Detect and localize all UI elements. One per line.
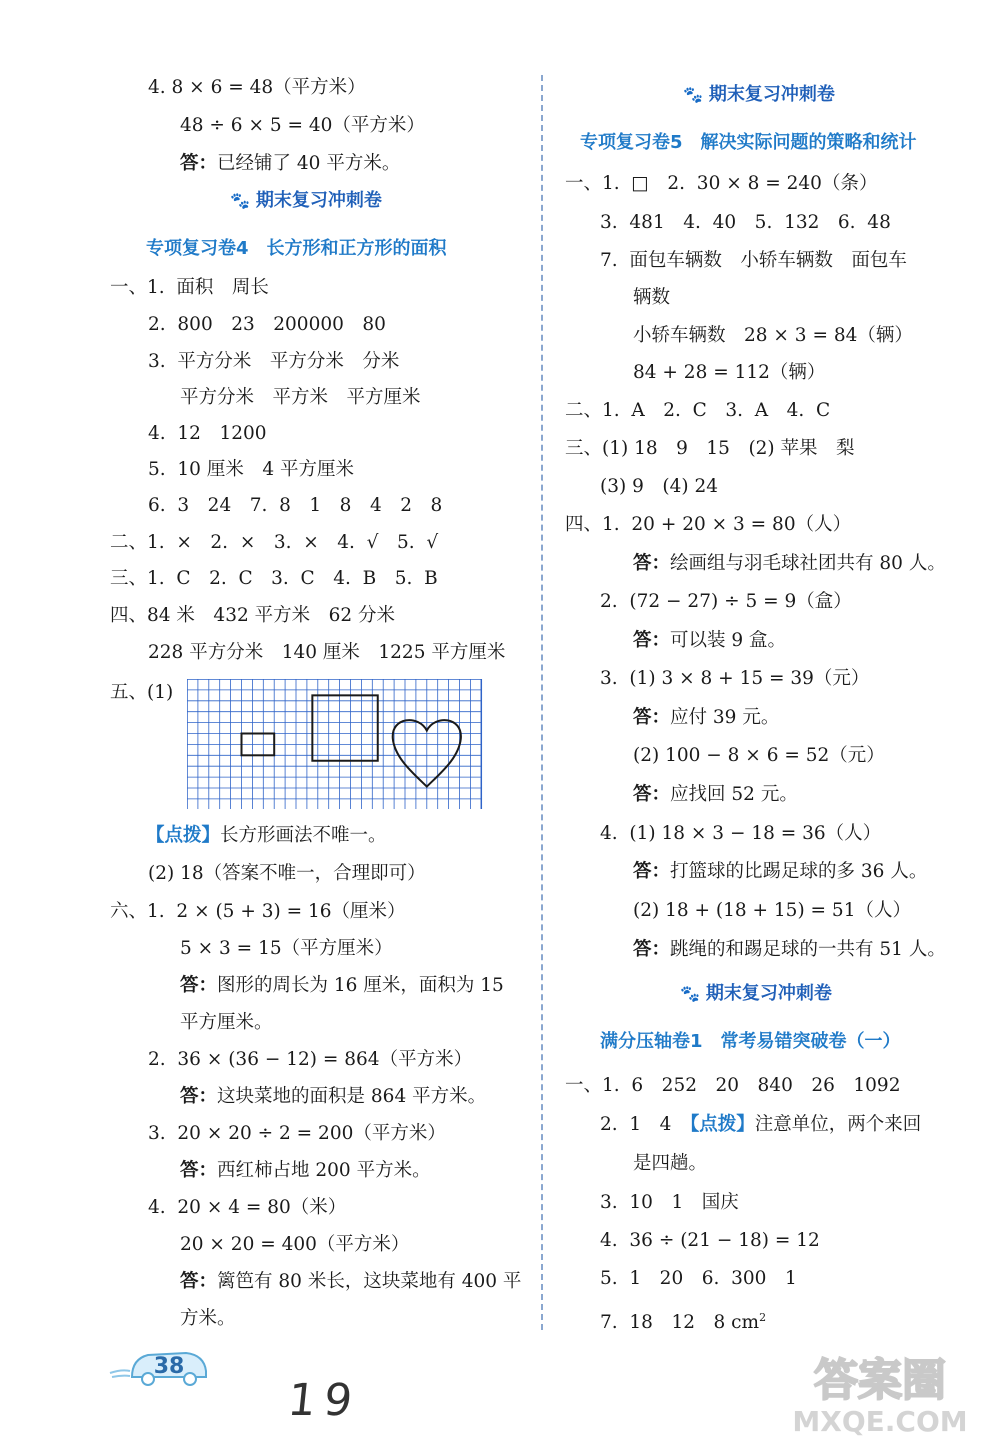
column-divider	[541, 75, 543, 1330]
answer-line: 3. 481 4. 40 5. 132 6. 48	[600, 212, 891, 233]
square-shape	[312, 695, 377, 760]
answer-line: 三、1. C 2. C 3. C 4. B 5. B	[110, 568, 438, 589]
answer-line: 20 × 20 = 400（平方米）	[180, 1234, 410, 1255]
paw-icon: 🐾	[683, 85, 703, 104]
watermark-url: MXQE.COM	[792, 1405, 968, 1438]
answer-line: 2. (72 − 27) ÷ 5 = 9（盒）	[600, 591, 852, 612]
handwritten-mark: 19	[285, 1375, 363, 1426]
answer-line: 7. 18 12 8 $cm^2$	[600, 1311, 767, 1334]
answer-line: (2) 18 + (18 + 15) = 51（人）	[633, 900, 911, 921]
answer-line: 228 平方分米 140 厘米 1225 平方厘米	[148, 642, 506, 663]
hint-line: 【点拨】长方形画法不唯一。	[146, 825, 387, 846]
answer-line: 一、1. □ 2. 30 × 8 = 240（条）	[565, 173, 878, 194]
watermark	[768, 1347, 993, 1439]
answer-line: 3. 10 1 国庆	[600, 1192, 739, 1213]
answer-line: 答：应付 39 元。	[633, 707, 780, 728]
answer-line: 7. 面包车辆数 小轿车辆数 面包车	[600, 250, 907, 271]
answer-line: 答：应找回 52 元。	[633, 784, 798, 805]
page-number: 38	[153, 1354, 185, 1379]
answer-line: 四、84 米 432 平方米 62 分米	[110, 605, 396, 626]
watermark-title: 答案圈	[814, 1355, 946, 1406]
answer-line: 答：跳绳的和踢足球的一共有 51 人。	[633, 939, 946, 960]
section-heading: 🐾 期末复习冲刺卷	[680, 983, 832, 1004]
answer-line: 是四趟。	[633, 1153, 708, 1174]
answer-line: 3. 20 × 20 ÷ 2 = 200（平方米）	[148, 1123, 446, 1144]
sub-heading: 专项复习卷4 长方形和正方形的面积	[146, 238, 447, 259]
answer-line: 5. 1 20 6. 300 1	[600, 1268, 797, 1289]
answer-line: 答：图形的周长为 16 厘米，面积为 15	[180, 975, 504, 996]
answer-line: 2. 800 23 200000 80	[148, 314, 386, 335]
section-heading: 🐾 期末复习冲刺卷	[230, 190, 382, 211]
answer-line: 答：西红柿占地 200 平方米。	[180, 1160, 431, 1181]
paw-icon: 🐾	[230, 191, 250, 210]
answer-line: 3. (1) 3 × 8 + 15 = 39（元）	[600, 668, 870, 689]
answer-line: 6. 3 24 7. 8 1 8 4 2 8	[148, 495, 443, 516]
answer-line: 4. 20 × 4 = 80（米）	[148, 1197, 347, 1218]
answer-line: 三、(1) 18 9 15 (2) 苹果 梨	[565, 438, 855, 459]
answer-line: 3. 平方分米 平方分米 分米	[148, 351, 400, 372]
answer-line: 2. 1 4 【点拨】注意单位，两个来回	[600, 1114, 922, 1135]
section-heading: 🐾 期末复习冲刺卷	[683, 84, 835, 105]
answer-line: (3) 9 (4) 24	[600, 476, 718, 497]
answer-line: 4. 12 1200	[148, 423, 267, 444]
answer-line: 4. 8 × 6 = 48（平方米）	[148, 77, 366, 98]
answer-line: 4. (1) 18 × 3 − 18 = 36（人）	[600, 823, 882, 844]
answer-line: 48 ÷ 6 × 5 = 40（平方米）	[180, 115, 425, 136]
sub-heading: 专项复习卷5 解决实际问题的策略和统计	[580, 132, 917, 153]
answer-line: 小轿车辆数 28 × 3 = 84（辆）	[633, 325, 913, 346]
answer-line: 答：可以装 9 盒。	[633, 630, 787, 651]
answer-line: 辆数	[633, 287, 671, 308]
answer-line: 5 × 3 = 15（平方厘米）	[180, 938, 393, 959]
answer-line: (2) 18（答案不唯一，合理即可）	[148, 863, 426, 884]
sub-heading: 满分压轴卷1 常考易错突破卷（一）	[600, 1031, 901, 1052]
answer-line: 答：打篮球的比踢足球的多 36 人。	[633, 861, 928, 882]
answer-line: 平方分米 平方米 平方厘米	[180, 387, 421, 408]
answer-line: 六、1. 2 × (5 + 3) = 16（厘米）	[110, 901, 406, 922]
answer-line: 答：绘画组与羽毛球社团共有 80 人。	[633, 553, 946, 574]
answer-line: 二、1. A 2. C 3. A 4. C	[565, 400, 831, 421]
answer-line: 四、1. 20 + 20 × 3 = 80（人）	[565, 514, 852, 535]
answer-line: 84 + 28 = 112（辆）	[633, 362, 826, 383]
answer-line: 一、1. 面积 周长	[110, 277, 269, 298]
answer-line: 方米。	[180, 1308, 236, 1329]
answer-line: 答：已经铺了 40 平方米。	[180, 153, 401, 174]
answer-line: 答：这块菜地的面积是 864 平方米。	[180, 1086, 487, 1107]
answer-line: 答：篱笆有 80 米长，这块菜地有 400 平	[180, 1271, 522, 1292]
answer-line: 五、(1)	[110, 682, 174, 703]
answer-line: 2. 36 × (36 − 12) = 864（平方米）	[148, 1049, 473, 1070]
drawing-grid	[187, 679, 485, 809]
answer-line: (2) 100 − 8 × 6 = 52（元）	[633, 745, 885, 766]
paw-icon: 🐾	[680, 984, 700, 1003]
answer-line: 4. 36 ÷ (21 − 18) = 12	[600, 1230, 820, 1251]
answer-line: 二、1. × 2. × 3. × 4. √ 5. √	[110, 532, 439, 553]
page-number-badge	[108, 1343, 218, 1387]
answer-line: 一、1. 6 252 20 840 26 1092	[565, 1075, 901, 1096]
answer-line: 5. 10 厘米 4 平方厘米	[148, 459, 354, 480]
answer-line: 平方厘米。	[180, 1012, 273, 1033]
